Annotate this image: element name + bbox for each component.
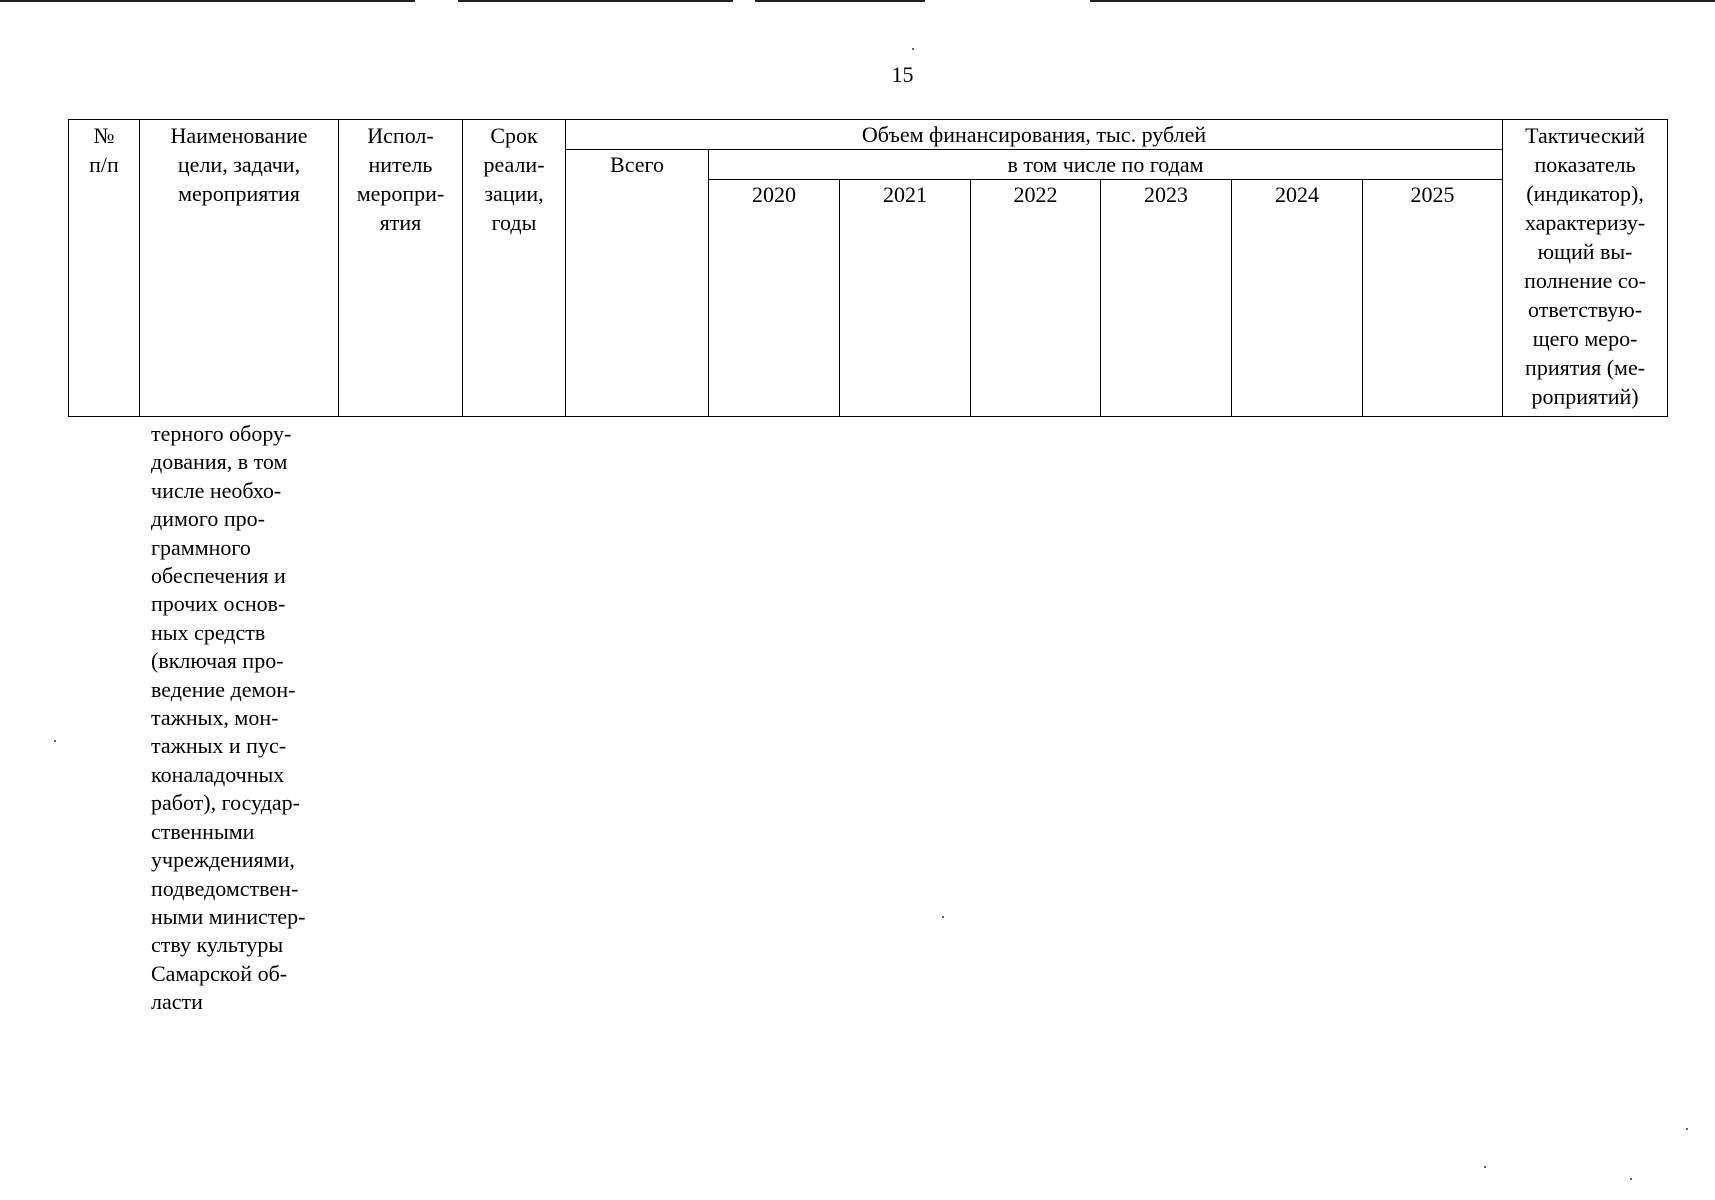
scan-edge-line (0, 0, 415, 2)
col-header-year: 2023 (1101, 180, 1232, 417)
scan-edge-line (755, 0, 925, 2)
col-header-year: 2022 (971, 180, 1101, 417)
col-header-number: № п/п (69, 120, 140, 417)
scan-speck (1630, 1178, 1632, 1180)
scan-speck (912, 48, 914, 50)
col-header-indicator: Тактический показатель (индикатор), характеризу- ющий вы- полнение со- ответствую- щего меро- приятия (ме- роприятий) (1503, 120, 1668, 417)
scan-speck (942, 916, 944, 918)
scan-speck (1686, 1128, 1688, 1130)
col-header-term: Срок реали- зации, годы (463, 120, 566, 417)
col-header-year: 2025 (1363, 180, 1503, 417)
col-header-funding: Объем финансирования, тыс. рублей (566, 120, 1503, 150)
scan-edge-line (1090, 0, 1715, 2)
scan-speck (1484, 1166, 1486, 1168)
col-header-executor: Испол- нитель меропри- ятия (339, 120, 463, 417)
col-header-total: Всего (566, 150, 709, 417)
col-header-name: Наименование цели, задачи, мероприятия (140, 120, 339, 417)
col-header-by-years: в том числе по годам (709, 150, 1503, 180)
col-header-year: 2021 (840, 180, 971, 417)
col-header-year: 2024 (1232, 180, 1363, 417)
page-number: 15 (891, 62, 914, 87)
scan-speck (54, 740, 56, 742)
name-column-continuation-text: терного обору- дования, в том числе необхо- димого про- граммного обеспечения и прочих основ- ных средств (включая про- ведение демон- тажных, мон- тажных и пус- коналадочных работ), государ- ственными учреждениями, подведомствен- ными министер- ству культуры Самарской об- ласти (151, 421, 306, 1015)
funding-table-header (68, 119, 1668, 417)
col-header-year: 2020 (709, 180, 840, 417)
scan-edge-line (458, 0, 733, 2)
